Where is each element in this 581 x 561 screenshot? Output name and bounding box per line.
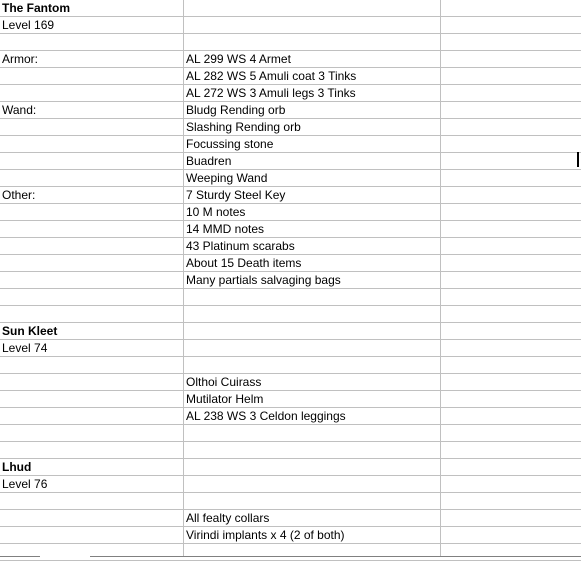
cell-c[interactable]: [440, 340, 581, 356]
cell-c[interactable]: [440, 459, 581, 475]
cell-c[interactable]: [440, 527, 581, 543]
cell-b[interactable]: [183, 340, 440, 356]
table-row: [0, 340, 581, 357]
table-row: [0, 119, 581, 136]
cell-a[interactable]: [0, 493, 183, 509]
cell-c[interactable]: [440, 85, 581, 101]
table-row: [0, 68, 581, 85]
cell-b[interactable]: [183, 17, 440, 33]
cell-a[interactable]: [0, 68, 183, 84]
cell-c[interactable]: [440, 306, 581, 322]
cell-a[interactable]: [0, 204, 183, 220]
cell-b[interactable]: [183, 442, 440, 458]
cell-c[interactable]: [440, 0, 581, 16]
cell-a[interactable]: Level 169: [2, 18, 55, 32]
table-row: [0, 493, 581, 510]
cell-c[interactable]: [440, 51, 581, 67]
cell-a[interactable]: [0, 221, 183, 237]
table-row: [0, 306, 581, 323]
cell-a[interactable]: [0, 357, 183, 373]
cell-b[interactable]: Focussing stone: [183, 136, 440, 152]
cell-b[interactable]: 10 M notes: [183, 204, 440, 220]
cell-a[interactable]: [0, 289, 183, 305]
cell-a[interactable]: Sun Kleet: [2, 324, 58, 338]
cell-a[interactable]: [0, 255, 183, 271]
text-cursor: [577, 152, 579, 167]
cell-c[interactable]: [440, 170, 581, 186]
cell-c[interactable]: [440, 357, 581, 373]
sheet-tab-strip-right: [90, 556, 581, 560]
cell-b[interactable]: 7 Sturdy Steel Key: [183, 187, 440, 203]
cell-c[interactable]: [440, 68, 581, 84]
table-row: [0, 374, 581, 391]
cell-c[interactable]: [440, 102, 581, 118]
cell-b[interactable]: AL 238 WS 3 Celdon leggings: [183, 408, 440, 424]
cell-a[interactable]: Other:: [2, 188, 36, 202]
cell-c[interactable]: [440, 391, 581, 407]
cell-b[interactable]: All fealty collars: [183, 510, 440, 526]
cell-b[interactable]: Olthoi Cuirass: [183, 374, 440, 390]
cell-c[interactable]: [440, 272, 581, 288]
cell-b[interactable]: AL 299 WS 4 Armet: [183, 51, 440, 67]
table-row: [0, 85, 581, 102]
cell-b[interactable]: Bludg Rending orb: [183, 102, 440, 118]
cell-c[interactable]: [440, 119, 581, 135]
table-row: [0, 221, 581, 238]
cell-b[interactable]: AL 282 WS 5 Amuli coat 3 Tinks: [183, 68, 440, 84]
cell-c[interactable]: [440, 221, 581, 237]
sheet-tab-strip-left: [0, 556, 40, 560]
cell-c[interactable]: [440, 374, 581, 390]
table-row: [0, 527, 581, 544]
cell-a[interactable]: [0, 136, 183, 152]
cell-a[interactable]: Level 76: [2, 477, 48, 491]
cell-a[interactable]: [0, 442, 183, 458]
cell-a[interactable]: [0, 527, 183, 543]
cell-b[interactable]: [183, 323, 440, 339]
cell-b[interactable]: [183, 289, 440, 305]
cell-c[interactable]: [440, 153, 581, 169]
cell-b[interactable]: [183, 357, 440, 373]
table-row: [0, 391, 581, 408]
cell-c[interactable]: [440, 408, 581, 424]
cell-b[interactable]: Buadren: [183, 153, 440, 169]
cell-c[interactable]: [440, 476, 581, 492]
cell-a[interactable]: Armor:: [2, 52, 38, 66]
cell-a[interactable]: [0, 272, 183, 288]
cell-c[interactable]: [440, 510, 581, 526]
cell-b[interactable]: [183, 306, 440, 322]
table-row: [0, 136, 581, 153]
cell-c[interactable]: [440, 17, 581, 33]
cell-a[interactable]: [0, 374, 183, 390]
cell-b[interactable]: [183, 493, 440, 509]
cell-a[interactable]: [0, 238, 183, 254]
table-row: [0, 255, 581, 272]
cell-c[interactable]: [440, 323, 581, 339]
cell-a[interactable]: [0, 170, 183, 186]
cell-b[interactable]: 43 Platinum scarabs: [183, 238, 440, 254]
cell-b[interactable]: About 15 Death items: [183, 255, 440, 271]
cell-b[interactable]: [183, 425, 440, 441]
cell-b[interactable]: [183, 476, 440, 492]
table-row: [0, 459, 581, 476]
cell-c[interactable]: [440, 34, 581, 50]
cell-b[interactable]: [183, 34, 440, 50]
cell-a[interactable]: [0, 510, 183, 526]
table-row: [0, 204, 581, 221]
cell-b[interactable]: 14 MMD notes: [183, 221, 440, 237]
table-row: [0, 442, 581, 459]
table-row: [0, 187, 581, 204]
cell-c[interactable]: [440, 187, 581, 203]
table-row: [0, 323, 581, 340]
table-row: [0, 357, 581, 374]
cell-a[interactable]: [0, 153, 183, 169]
cell-a[interactable]: [0, 408, 183, 424]
cell-a[interactable]: Level 74: [2, 341, 48, 355]
cell-c[interactable]: [440, 204, 581, 220]
cell-b[interactable]: Mutilator Helm: [183, 391, 440, 407]
cell-c[interactable]: [440, 255, 581, 271]
cell-b[interactable]: [183, 459, 440, 475]
table-row: [0, 272, 581, 289]
cell-a[interactable]: [0, 119, 183, 135]
table-row: [0, 153, 581, 170]
table-row: [0, 510, 581, 527]
cell-b[interactable]: AL 272 WS 3 Amuli legs 3 Tinks: [183, 85, 440, 101]
cell-a[interactable]: [0, 306, 183, 322]
cell-b[interactable]: Virindi implants x 4 (2 of both): [183, 527, 440, 543]
table-row: [0, 170, 581, 187]
table-row: [0, 0, 581, 17]
cell-b[interactable]: Slashing Rending orb: [183, 119, 440, 135]
cell-b[interactable]: Weeping Wand: [183, 170, 440, 186]
table-row: [0, 238, 581, 255]
cell-c[interactable]: [440, 442, 581, 458]
cell-b[interactable]: [183, 0, 440, 16]
cell-c[interactable]: [440, 289, 581, 305]
table-row: [0, 408, 581, 425]
cell-c[interactable]: [440, 425, 581, 441]
table-row: [0, 51, 581, 68]
cell-a[interactable]: The Fantom: [2, 1, 70, 15]
cell-a[interactable]: [0, 85, 183, 101]
cell-a[interactable]: Lhud: [2, 460, 32, 474]
table-row: [0, 476, 581, 493]
cell-a[interactable]: [0, 391, 183, 407]
cell-c[interactable]: [440, 493, 581, 509]
table-row: [0, 102, 581, 119]
table-row: [0, 289, 581, 306]
cell-a[interactable]: Wand:: [2, 103, 37, 117]
table-row: [0, 34, 581, 51]
cell-a[interactable]: [0, 34, 183, 50]
table-row: [0, 17, 581, 34]
table-row: [0, 425, 581, 442]
cell-c[interactable]: [440, 136, 581, 152]
cell-a[interactable]: [0, 425, 183, 441]
cell-c[interactable]: [440, 238, 581, 254]
cell-b[interactable]: Many partials salvaging bags: [183, 272, 440, 288]
